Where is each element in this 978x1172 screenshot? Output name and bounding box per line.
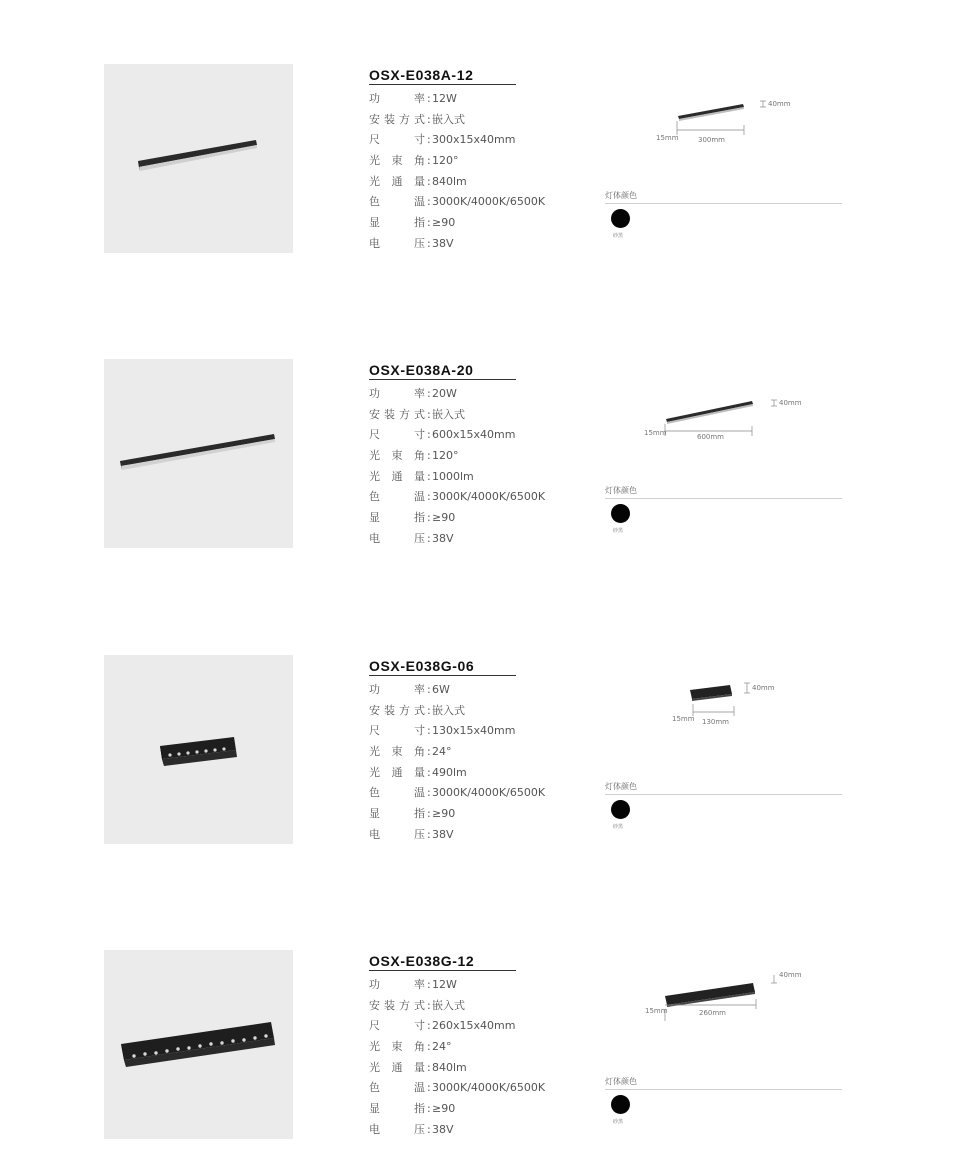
divider [605, 1089, 842, 1090]
color-swatch-label: 砂黑 [613, 824, 624, 830]
spec-label: 电 压 [369, 531, 425, 545]
product-card: OSX-E038G-06 功 率 : 6W 安装方式 : 嵌入式 尺 寸 : 130x15x40mm 光束角 : 24° 光通量 : 490lm 色 温 : 3000K/4000K/6500K 显 指 : ≥90 电 压 : 38V 40mm 15mm 130mm 灯体颜色 砂黑 [0, 655, 978, 855]
spec-value: 3000K/4000K/6500K [432, 195, 546, 209]
dim-length: 130mm [702, 718, 729, 726]
dim-height: 40mm [779, 971, 802, 979]
spec-value: 600x15x40mm [432, 428, 516, 442]
dim-width: 15mm [644, 429, 667, 437]
spec-label: 尺 寸 [369, 1019, 425, 1033]
dimension-lines [640, 384, 840, 454]
dim-length: 300mm [698, 136, 725, 144]
spec-label: 安装方式 [369, 703, 425, 717]
spec-label: 光通量 [369, 1060, 425, 1074]
spec-value: 12W [432, 978, 457, 991]
dim-width: 15mm [645, 1007, 668, 1015]
model-number: OSX-E038G-06 [369, 658, 475, 674]
spec-label: 光束角 [369, 154, 425, 168]
dim-length: 600mm [697, 433, 724, 441]
spec-label: 安装方式 [369, 998, 425, 1012]
color-swatch [611, 504, 630, 523]
dim-length: 260mm [699, 1009, 726, 1017]
color-swatch [611, 800, 630, 819]
product-photo [104, 359, 293, 548]
spec-value: 840lm [432, 174, 467, 188]
dimension-lines [640, 680, 840, 750]
spec-label: 色 温 [369, 786, 425, 800]
spec-label: 色 温 [369, 490, 425, 504]
dimension-drawing [640, 971, 840, 1045]
dimension-lines [640, 89, 840, 159]
spec-label: 安装方式 [369, 112, 425, 126]
spec-value: 6W [432, 683, 450, 696]
product-photo [104, 655, 293, 844]
color-swatch-label: 砂黑 [613, 528, 624, 534]
dimension-drawing [640, 384, 840, 454]
spec-label: 电 压 [369, 827, 425, 841]
spec-value: 3000K/4000K/6500K [432, 1081, 546, 1095]
dimension-drawing [640, 89, 840, 159]
model-number: OSX-E038G-12 [369, 953, 475, 969]
model-underline [369, 84, 516, 85]
spec-value: 38V [432, 236, 454, 250]
spec-value: 120° [432, 449, 459, 463]
product-photo [104, 64, 293, 253]
spec-value: ≥90 [432, 1102, 456, 1116]
model-underline [369, 675, 516, 676]
divider [605, 498, 842, 499]
spec-label: 显 指 [369, 511, 425, 525]
spec-label: 显 指 [369, 807, 425, 821]
spec-value: 490lm [432, 765, 467, 779]
spec-value: ≥90 [432, 216, 456, 230]
spec-value: 嵌入式 [432, 998, 465, 1012]
spec-label: 尺 寸 [369, 133, 425, 147]
color-section-label: 灯体颜色 [605, 486, 637, 495]
spec-value: 12W [432, 92, 457, 105]
spec-value: 38V [432, 827, 454, 841]
spec-label: 显 指 [369, 1102, 425, 1116]
model-underline [369, 379, 516, 380]
spec-label: 电 压 [369, 1122, 425, 1136]
spec-label: 光通量 [369, 765, 425, 779]
dimension-drawing [640, 680, 840, 750]
spec-value: 24° [432, 745, 452, 759]
product-card: OSX-E038G-12 功 率 : 12W 安装方式 : 嵌入式 尺 寸 : 260x15x40mm 光束角 : 24° 光通量 : 840lm 色 温 : 3000K/4000K/6500K 显 指 : ≥90 电 压 : 38V 40mm 15mm 260mm 灯体颜色 砂黑 [0, 950, 978, 1150]
spec-value: 20W [432, 387, 457, 400]
model-number: OSX-E038A-20 [369, 362, 474, 378]
spec-value: 130x15x40mm [432, 724, 516, 738]
grille-light-image [104, 950, 293, 1139]
spec-label: 色 温 [369, 195, 425, 209]
spec-value: 120° [432, 154, 459, 168]
spec-value: 260x15x40mm [432, 1019, 516, 1033]
spec-label: 色 温 [369, 1081, 425, 1095]
spec-label: 光通量 [369, 469, 425, 483]
spec-label: 功 率 [369, 683, 425, 696]
color-swatch [611, 209, 630, 228]
spec-value: 840lm [432, 1060, 467, 1074]
divider [605, 794, 842, 795]
color-section-label: 灯体颜色 [605, 191, 637, 200]
spec-label: 显 指 [369, 216, 425, 230]
product-card: OSX-E038A-20 功 率 : 20W 安装方式 : 嵌入式 尺 寸 : 600x15x40mm 光束角 : 120° 光通量 : 1000lm 色 温 : 3000K/4000K/6500K 显 指 : ≥90 电 压 : 38V 40mm 15mm 600mm 灯体颜色 砂黑 [0, 359, 978, 559]
spec-value: ≥90 [432, 807, 456, 821]
spec-label: 光束角 [369, 1040, 425, 1054]
dim-width: 15mm [656, 134, 679, 142]
dim-height: 40mm [752, 684, 775, 692]
spec-label: 尺 寸 [369, 428, 425, 442]
color-swatch [611, 1095, 630, 1114]
dim-height: 40mm [768, 100, 791, 108]
model-number: OSX-E038A-12 [369, 67, 474, 83]
spec-label: 光束角 [369, 745, 425, 759]
spec-value: 1000lm [432, 469, 474, 483]
spec-label: 安装方式 [369, 407, 425, 421]
color-swatch-label: 砂黑 [613, 233, 624, 239]
linear-light-image [104, 64, 293, 253]
dimension-lines [640, 975, 840, 1045]
spec-value: 嵌入式 [432, 407, 465, 421]
spec-value: 38V [432, 531, 454, 545]
dim-width: 15mm [672, 715, 695, 723]
color-swatch-label: 砂黑 [613, 1119, 624, 1125]
spec-value: 嵌入式 [432, 703, 465, 717]
product-card: OSX-E038A-12 功 率 : 12W 安装方式 : 嵌入式 尺 寸 : 300x15x40mm 光束角 : 120° 光通量 : 840lm 色 温 : 3000K/4000K/6500K 显 指 : ≥90 电 压 : 38V 40mm 15mm 300mm 灯体颜色 砂黑 [0, 64, 978, 264]
spec-label: 光束角 [369, 449, 425, 463]
grille-light-image [104, 655, 293, 844]
spec-value: 嵌入式 [432, 112, 465, 126]
product-photo [104, 950, 293, 1139]
spec-value: 300x15x40mm [432, 133, 516, 147]
spec-label: 尺 寸 [369, 724, 425, 738]
model-underline [369, 970, 516, 971]
divider [605, 203, 842, 204]
spec-value: 38V [432, 1122, 454, 1136]
spec-label: 光通量 [369, 174, 425, 188]
spec-label: 电 压 [369, 236, 425, 250]
linear-light-image [104, 359, 293, 548]
spec-value: 3000K/4000K/6500K [432, 490, 546, 504]
dim-height: 40mm [779, 399, 802, 407]
spec-label: 功 率 [369, 387, 425, 400]
spec-value: ≥90 [432, 511, 456, 525]
color-section-label: 灯体颜色 [605, 1077, 637, 1086]
color-section-label: 灯体颜色 [605, 782, 637, 791]
spec-value: 24° [432, 1040, 452, 1054]
spec-value: 3000K/4000K/6500K [432, 786, 546, 800]
spec-label: 功 率 [369, 978, 425, 991]
spec-label: 功 率 [369, 92, 425, 105]
